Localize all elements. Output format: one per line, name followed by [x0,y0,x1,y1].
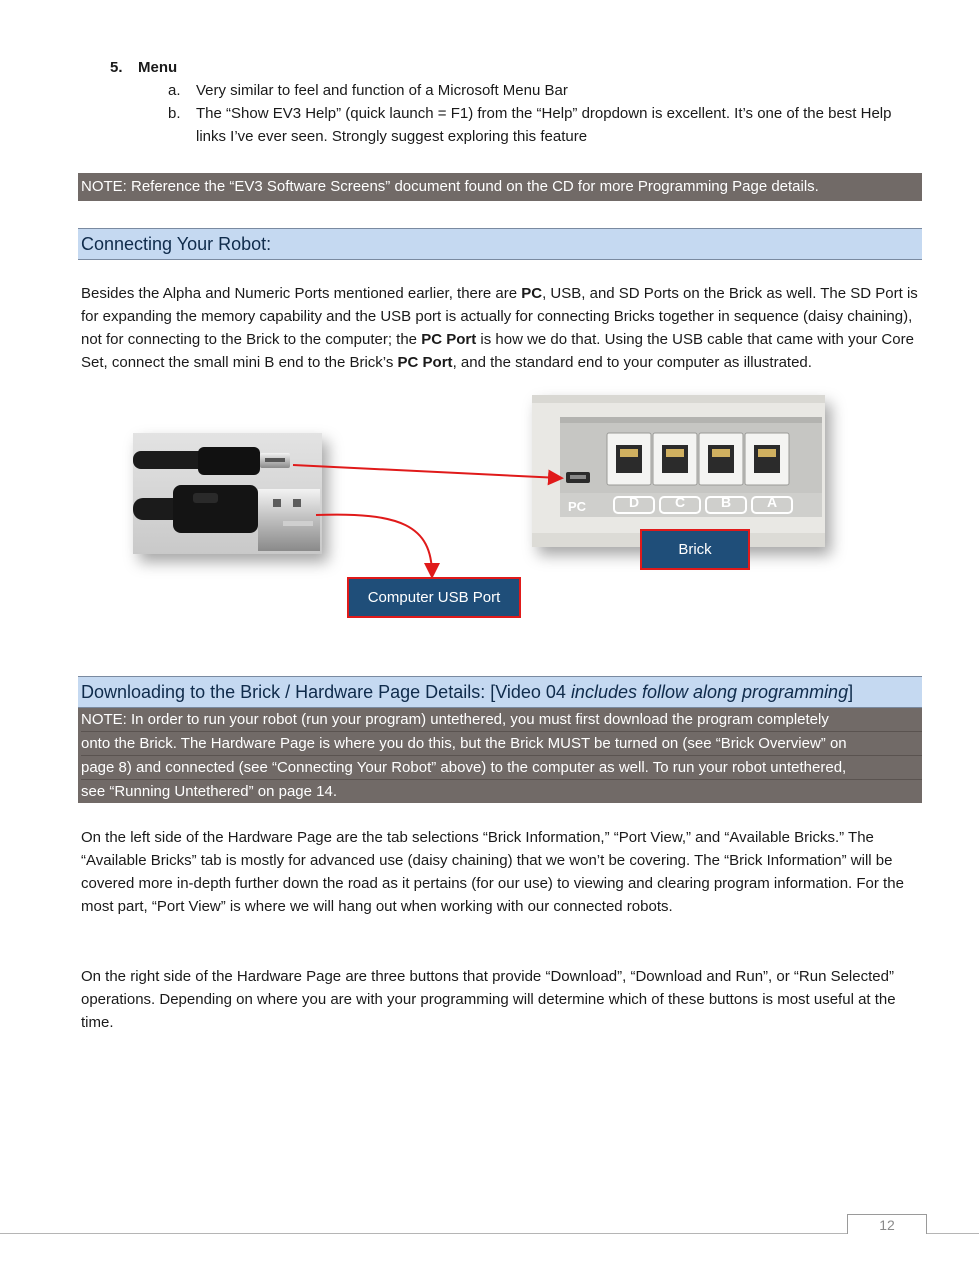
arrow-to-computer [316,515,432,575]
note-line: see “Running Untethered” on page 14. [81,783,338,800]
callout-brick: Brick [640,529,750,570]
connecting-paragraph: Besides the Alpha and Numeric Ports mentioned earlier, there are PC, USB, and SD Ports on the Brick as well. The SD Port is for expanding the memory capability and the USB port is actually for connecting Bricks together in sequence (daisy chaining), not for connecting to the Brick to the computer; the PC Port is how we do that. Using the USB cable that came with your Core Set, connect the small mini B end to the Brick’s PC Port, and the standard end to your computer as illustrated. [81,285,918,371]
note-bar: NOTE: Reference the “EV3 Software Screens” document found on the CD for more Programming Page details. [78,173,922,201]
list-letter-a: a. [168,82,181,99]
section-heading-downloading: Downloading to the Brick / Hardware Page Details: [Video 04 includes follow along programming] [78,676,922,708]
list-number: 5. [110,59,123,76]
note-line: page 8) and connected (see “Connecting Your Robot” above) to the computer as well. To run your robot untethered, [81,756,922,780]
note-line: NOTE: In order to run your robot (run your program) untethered, you must first download the program completely [81,708,922,732]
brick-port-label-b: B [720,494,732,510]
footer-rule [0,1233,979,1234]
section-heading-connecting: Connecting Your Robot: [78,228,922,260]
list-item-b: The “Show EV3 Help” (quick launch = F1) from the “Help” dropdown is excellent. It’s one of the best Help links I’ve ever seen. Strongly suggest exploring this feature [196,105,892,145]
brick-port-label-d: D [628,494,640,510]
callout-computer-usb-port: Computer USB Port [347,577,521,618]
page-number: 12 [847,1214,927,1234]
note-untethered [78,708,922,803]
brick-port-label-a: A [766,494,778,510]
hardware-page-paragraph-2: On the right side of the Hardware Page are three buttons that provide “Download”, “Download and Run”, or “Run Selected” operations. Depending on where you are with your programming will determine which of these buttons is most useful at the time. [81,968,896,1031]
arrow-to-brick [293,465,560,478]
brick-port-label-c: C [674,494,686,510]
menu-section-title: Menu [138,59,178,76]
note-line: onto the Brick. The Hardware Page is where you do this, but the Brick MUST be turned on (see “Brick Overview” on [81,732,922,756]
list-item-a: Very similar to feel and function of a Microsoft Menu Bar [196,82,568,99]
hardware-page-paragraph-1: On the left side of the Hardware Page are the tab selections “Brick Information,” “Port View,” and “Available Bricks.” The “Available Bricks” tab is mostly for advanced use (daisy chaining) that we won’t be covering. The “Brick Information” will be covered more in-depth further down the road as it pertains (for our use) to viewing and clearing program information. For the most part, “Port View” is where we will hang out when working with our connected robots. [81,829,904,915]
brick-pc-label: PC [568,499,587,514]
list-letter-b: b. [168,105,181,122]
